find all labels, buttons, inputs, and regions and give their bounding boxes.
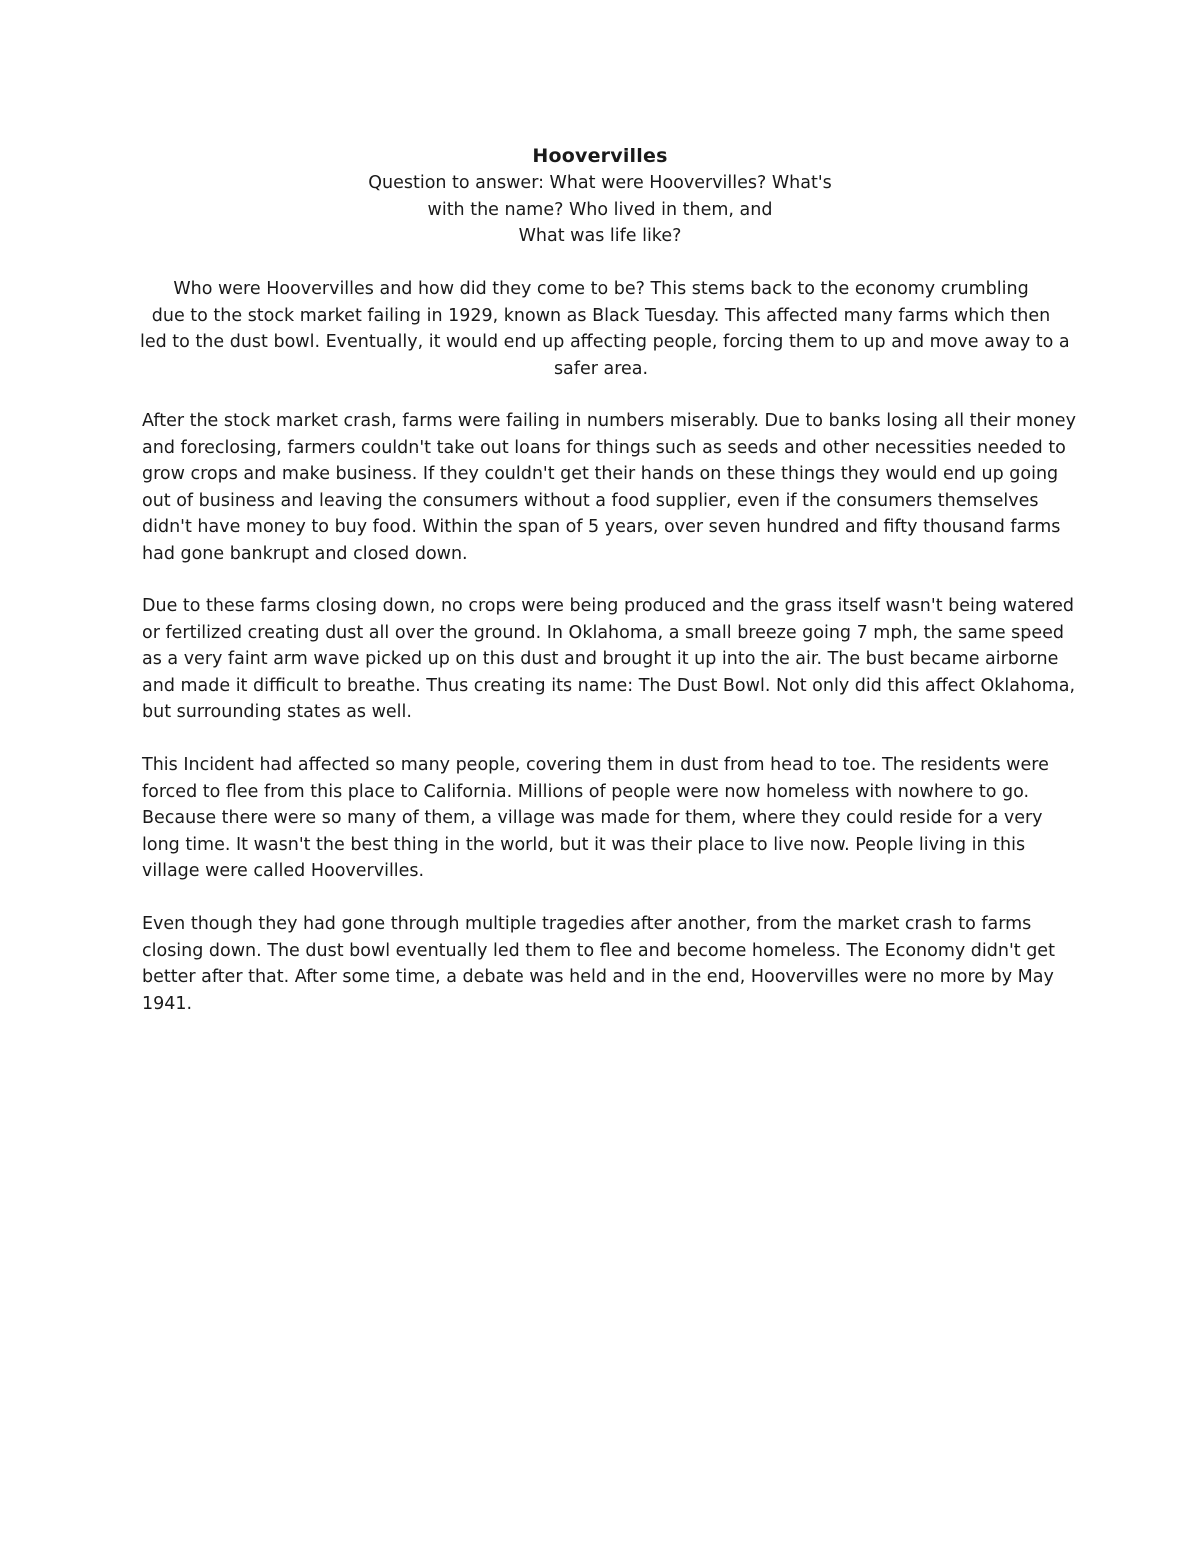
question-line: Question to answer: What were Hoovervilles? What's xyxy=(368,173,832,193)
paragraph-conclusion xyxy=(142,911,1067,1017)
paragraph-line: better after that. After some time, a debate was held and in the end, Hoovervilles were no more by May xyxy=(142,967,1054,987)
paragraph-stock-market-crash xyxy=(142,408,1076,567)
paragraph-line: out of business and leaving the consumers without a food supplier, even if the consumers themselves xyxy=(142,490,1039,511)
paragraph-line: long time. It wasn't the best thing in the world, but it was their place to live now. People living in this xyxy=(142,834,1026,855)
intro-line: Who were Hoovervilles and how did they come to be? This stems back to the economy crumbling xyxy=(173,279,1029,299)
paragraph-line: forced to flee from this place to California. Millions of people were now homeless with nowhere to go. xyxy=(142,781,1030,802)
paragraph-line: Because there were so many of them, a village was made for them, where they could reside for a very xyxy=(142,808,1043,828)
question-block xyxy=(0,170,1200,250)
paragraph-line: and foreclosing, farmers couldn't take out loans for things such as seeds and other necessities needed to xyxy=(142,437,1066,458)
document-title: Hoovervilles xyxy=(532,145,668,167)
intro-line: due to the stock market failing in 1929, known as Black Tuesday. This affected many farms which then xyxy=(151,305,1051,326)
paragraph-incident xyxy=(142,752,1067,885)
paragraph-line: or fertilized creating dust all over the ground. In Oklahoma, a small breeze going 7 mph, the same speed xyxy=(142,622,1065,643)
paragraph-line: had gone bankrupt and closed down. xyxy=(142,543,468,564)
paragraph-line: Even though they had gone through multiple tragedies after another, from the market crash to farms xyxy=(142,914,1032,934)
question-line: with the name? Who lived in them, and xyxy=(427,199,773,220)
paragraph-line: Due to these farms closing down, no crops were being produced and the grass itself wasn't being watered xyxy=(142,596,1074,616)
paragraph-line: 1941. xyxy=(142,993,193,1014)
paragraph-line: but surrounding states as well. xyxy=(142,702,412,722)
paragraph-line: closing down. The dust bowl eventually led them to flee and become homeless. The Economy didn't get xyxy=(142,940,1055,961)
paragraph-line: didn't have money to buy food. Within the span of 5 years, over seven hundred and fifty thousand farms xyxy=(142,517,1061,537)
intro-line: led to the dust bowl. Eventually, it would end up affecting people, forcing them to up and move away to a xyxy=(140,332,1070,352)
question-line: What was life like? xyxy=(518,226,682,246)
intro-line: safer area. xyxy=(553,358,649,379)
intro-paragraph xyxy=(140,276,1070,382)
paragraph-line: and made it difficult to breathe. Thus creating its name: The Dust Bowl. Not only did this affect Oklahoma, xyxy=(142,675,1076,696)
paragraph-line: village were called Hoovervilles. xyxy=(142,861,425,881)
paragraph-line: After the stock market crash, farms were failing in numbers miserably. Due to banks losing all their money xyxy=(142,411,1076,431)
paragraph-line: as a very faint arm wave picked up on this dust and brought it up into the air. The bust became airborne xyxy=(142,649,1059,669)
paragraph-line: This Incident had affected so many people, covering them in dust from head to toe. The residents were xyxy=(142,755,1049,775)
paragraph-dust-bowl xyxy=(142,593,1076,726)
paragraph-line: grow crops and make business. If they couldn't get their hands on these things they would end up going xyxy=(142,464,1059,484)
